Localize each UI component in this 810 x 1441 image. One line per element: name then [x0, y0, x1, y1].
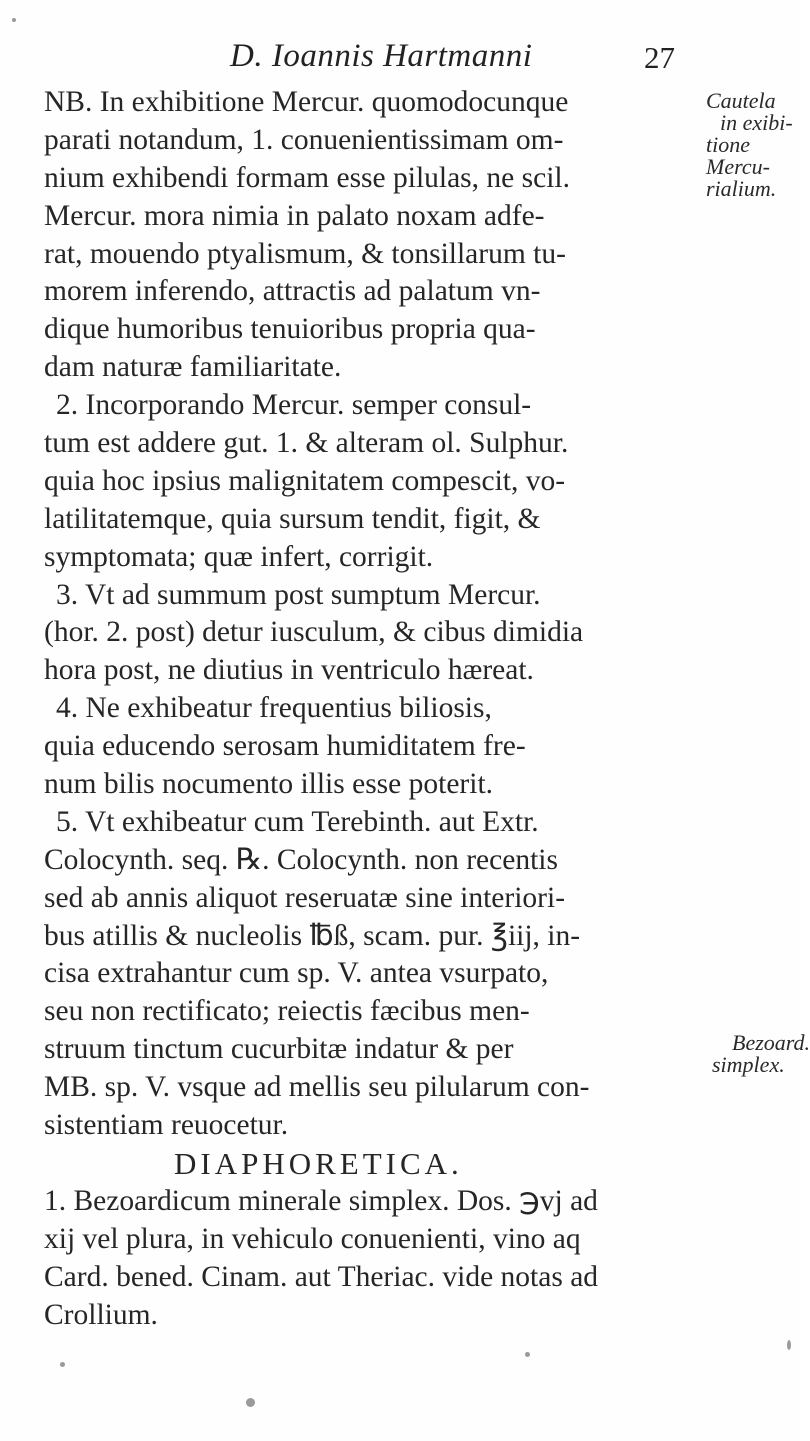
margin-note-bezoard [712, 1032, 810, 1076]
text-line: dique humoribus tenuioribus propria qua- [44, 313, 536, 346]
paper-speck [787, 1340, 791, 1350]
text-line: 3. Vt ad summum post sumptum Mercur. [56, 578, 541, 611]
paper-speck [12, 18, 16, 22]
text-line: NB. In exhibitione Mercur. quomodocunque [44, 86, 569, 118]
text-line: quia educendo serosam humiditatem fre- [44, 730, 526, 763]
text-line: nium exhibendi formam esse pilulas, ne scil. [44, 161, 570, 194]
margin-note-line: Mercu- [706, 154, 770, 179]
text-line: MB. sp. V. vsque ad mellis seu pilularum con- [44, 1071, 590, 1104]
text-line: xij vel plura, in vehiculo conuenienti, vino aq [44, 1222, 581, 1255]
text-line: 2. Incorporando Mercur. semper consul- [56, 389, 532, 422]
page-number: 27 [644, 40, 675, 75]
text-line: Card. bened. Cinam. aut Theriac. vide notas ad [44, 1260, 599, 1293]
margin-note-cautela [706, 90, 793, 200]
text-line: tum est addere gut. 1. & alteram ol. Sulphur. [44, 427, 569, 460]
text-line: parati notandum, 1. conuenientissimam om- [44, 123, 564, 156]
paper-speck [246, 1398, 255, 1407]
text-line: 1. Bezoardicum minerale simplex. Dos. ℈vj ad [44, 1184, 598, 1217]
text-line: Colocynth. seq. ℞. Colocynth. non recentis [44, 843, 558, 876]
text-line: struum tinctum cucurbitæ indatur & per [44, 1033, 514, 1066]
text-line: Crollium. [44, 1298, 158, 1331]
text-line: bus atillis & nucleolis ℔ß, scam. pur. ℥iij, in- [44, 919, 581, 952]
text-line: sed ab annis aliquot reseruatæ sine interiori- [44, 881, 566, 914]
text-line: quia hoc ipsius malignitatem compescit, vo- [44, 464, 566, 497]
running-title: D. Ioannis Hartmanni [230, 38, 533, 74]
body-text [44, 84, 734, 1334]
text-line: morem inferendo, attractis ad palatum vn- [44, 275, 541, 308]
page-header [30, 38, 780, 82]
margin-note-line: in exibi- [720, 110, 793, 135]
text-line: sistentiam reuocetur. [44, 1109, 289, 1142]
text-line: symptomata; quæ infert, corrigit. [44, 540, 434, 573]
text-line: Mercur. mora nimia in palato noxam adfe- [44, 199, 545, 232]
margin-note-line: Cautela [706, 88, 776, 113]
text-line: cisa extrahantur cum sp. V. antea vsurpato, [44, 957, 549, 990]
text-line: (hor. 2. post) detur iusculum, & cibus dimidia [44, 616, 584, 649]
text-line: rat, mouendo ptyalismum, & tonsillarum tu- [44, 237, 566, 270]
paper-speck [60, 1362, 65, 1367]
text-line: hora post, ne diutius in ventriculo hæreat. [44, 654, 534, 687]
text-line: latilitatemque, quia sursum tendit, figit, & [44, 502, 541, 535]
margin-note-line: tione [706, 132, 750, 157]
text-line: 4. Ne exhibeatur frequentius biliosis, [56, 692, 492, 725]
paper-speck [525, 1352, 530, 1357]
margin-note-line: rialium. [706, 176, 777, 201]
margin-note-line: simplex. [712, 1052, 785, 1077]
section-heading: DIAPHORETICA. [174, 1145, 463, 1181]
text-line: num bilis nocumento illis esse poterit. [44, 768, 494, 801]
text-line: 5. Vt exhibeatur cum Terebinth. aut Extr. [56, 805, 539, 838]
margin-note-line: Bezoard. [732, 1030, 810, 1055]
text-line: dam naturæ familiaritate. [44, 351, 342, 384]
text-line: seu non rectificato; reiectis fæcibus men- [44, 995, 530, 1028]
